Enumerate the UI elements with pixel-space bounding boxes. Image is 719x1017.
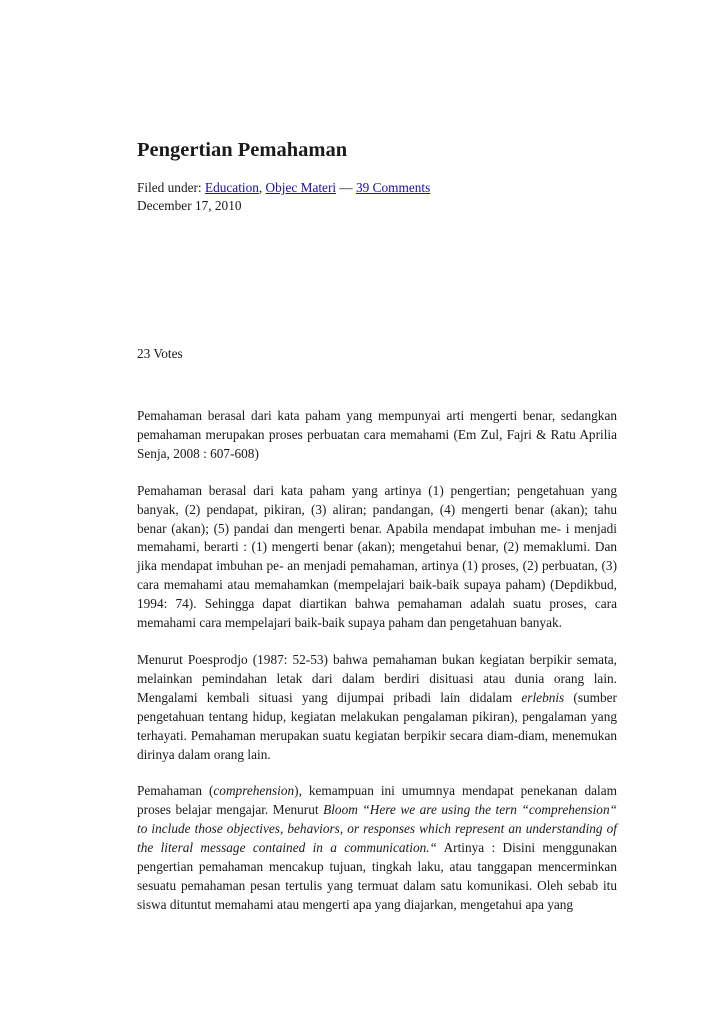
- category-separator: ,: [258, 180, 263, 195]
- filed-under-label: Filed under:: [137, 180, 202, 195]
- paragraph-4-text-b: ), kemampuan ini umumnya mendapat penekanan dalam proses belajar mengajar. Menurut: [137, 783, 617, 818]
- post-date: December 17, 2010: [137, 198, 242, 213]
- votes-count: 23 Votes: [137, 346, 183, 361]
- paragraph-4-text-a: Pemahaman (: [137, 783, 214, 799]
- paragraph-3-italic-term: erlebnis: [521, 689, 565, 705]
- paragraph-3-text-b: (sumber pengetahuan tentang hidup, kegiatan melakukan pengalaman pikiran), pengalaman yang terhayati. Pemahaman merupakan suatu kegiatan berpikir secara diam-diam, menemukan dirinya dalam orang lain.: [137, 689, 617, 762]
- paragraph-4-text-c: Artinya : Disini menggunakan pengertian pemahaman mencakup tujuan, tingkah laku, atau tanggapan mencerminkan sesuatu pemahaman pesan tertulis yang termuat dalam satu komunikasi. Oleh sebab itu siswa dituntut memahami atau mengerti apa yang diajarkan, mengetahui apa yang: [137, 840, 617, 912]
- paragraph-4-italic-term: comprehension: [213, 783, 295, 799]
- paragraph-4: [137, 782, 617, 914]
- paragraph-3-text-a: Menurut Poesprodjo (1987: 52-53) bahwa pemahaman bukan kegiatan berpikir semata, melainkan pemindahan letak dari dalam berdiri disituasi atau dunia orang lain. Mengalami kembali situasi yang dijumpai pribadi lain didalam: [137, 651, 617, 705]
- category-link-education[interactable]: Education: [204, 180, 259, 195]
- meta-dash: —: [339, 180, 353, 195]
- paragraph-1: Pemahaman berasal dari kata paham yang mempunyai arti mengerti benar, sedangkan pemahaman merupakan proses perbuatan cara memahami (Em Zul, Fajri & Ratu Aprilia Senja, 2008 : 607-608): [137, 408, 617, 461]
- page-title: Pengertian Pemahaman: [137, 139, 348, 161]
- article-body: [137, 407, 617, 915]
- post-meta: [137, 179, 430, 215]
- post-meta-line: [137, 179, 430, 197]
- paragraph-3: [137, 651, 617, 764]
- comments-link[interactable]: 39 Comments: [356, 180, 431, 195]
- paragraph-4-bloom-quote: Bloom “Here we are using the tern “comprehension“ to include those objectives, behaviors, or responses which represent an understanding of the literal message contained in a communication.“: [137, 802, 617, 856]
- paragraph-2: Pemahaman berasal dari kata paham yang artinya (1) pengertian; pengetahuan yang banyak, (2) pendapat, pikiran, (3) aliran; pandangan, (4) mengerti benar (akan); tahu benar (akan); (5) pandai dan mengerti benar. Apabila mendapat imbuhan me- i menjadi memahami, berarti : (1) mengerti benar (akan); mengetahui benar, (2) memaklumi. Dan jika mendapat imbuhan pe- an menjadi pemahaman, artinya (1) proses, (2) perbuatan, (3) cara memahami atau memahamkan (mempelajari baik-baik supaya paham) (Depdikbud, 1994: 74). Sehingga dapat diartikan bahwa pemahaman adalah suatu proses, cara memahami cara mempelajari baik-baik supaya paham dan pengetahuan banyak.: [137, 482, 617, 631]
- category-link-objec-materi[interactable]: Objec Materi: [265, 180, 337, 195]
